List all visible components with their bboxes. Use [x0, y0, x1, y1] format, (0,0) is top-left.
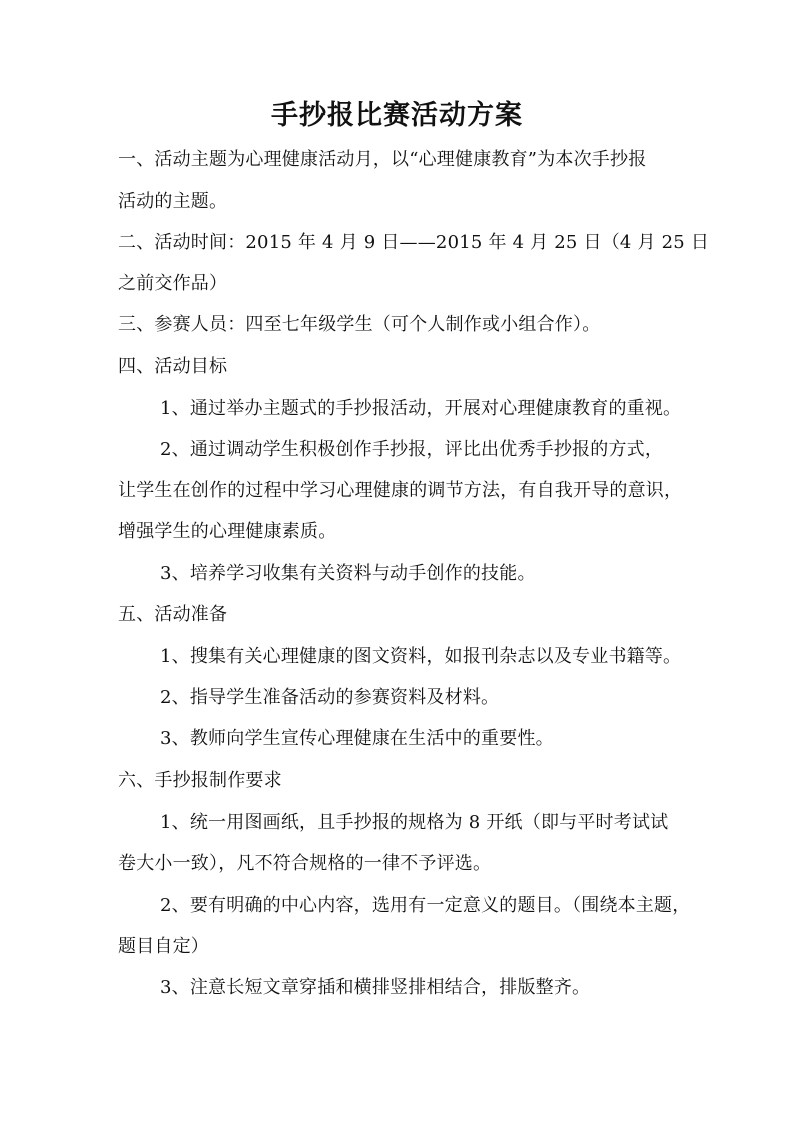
section-1-line-1: 一、活动主题为心理健康活动月，以“心理健康教育”为本次手抄报 [118, 149, 647, 170]
goal-3: 3、培养学习收集有关资料与动手创作的技能。 [160, 563, 536, 584]
prep-2: 2、指导学生准备活动的参赛资料及材料。 [160, 687, 500, 708]
goal-2-line-3: 增强学生的心理健康素质。 [118, 521, 337, 542]
section-1-line-2: 活动的主题。 [118, 191, 228, 212]
section-6-heading: 六、手抄报制作要求 [118, 770, 282, 791]
goal-2-line-2: 让学生在创作的过程中学习心理健康的调节方法，有自我开导的意识， [118, 480, 683, 501]
section-2-line-1: 二、活动时间：2015 年 4 月 9 日——2015 年 4 月 25 日（4 月 25 日 [118, 232, 710, 253]
prep-1: 1、搜集有关心理健康的图文资料，如报刊杂志以及专业书籍等。 [160, 646, 682, 667]
goal-2-line-1: 2、通过调动学生积极创作手抄报，评比出优秀手抄报的方式， [160, 439, 664, 460]
requirement-2-line-2: 题目自定） [118, 936, 209, 957]
section-3-line: 三、参赛人员：四至七年级学生（可个人制作或小组合作）。 [118, 314, 601, 335]
section-5-heading: 五、活动准备 [118, 604, 228, 625]
section-4-heading: 四、活动目标 [118, 356, 228, 377]
requirement-3: 3、注意长短文章穿插和横排竖排相结合，排版整齐。 [160, 977, 591, 998]
requirement-1-line-2: 卷大小一致），凡不符合规格的一律不予评选。 [118, 853, 492, 874]
prep-3: 3、教师向学生宣传心理健康在生活中的重要性。 [160, 728, 554, 749]
requirement-2-line-1: 2、要有明确的中心内容，选用有一定意义的题目。（围绕本主题， [160, 895, 691, 916]
requirement-1-line-1: 1、统一用图画纸，且手抄报的规格为 8 开纸（即与平时考试试 [160, 812, 669, 833]
document-title: 手抄报比赛活动方案 [271, 100, 523, 131]
section-2-line-2: 之前交作品） [118, 273, 228, 294]
goal-1: 1、通过举办主题式的手抄报活动，开展对心理健康教育的重视。 [160, 398, 682, 419]
